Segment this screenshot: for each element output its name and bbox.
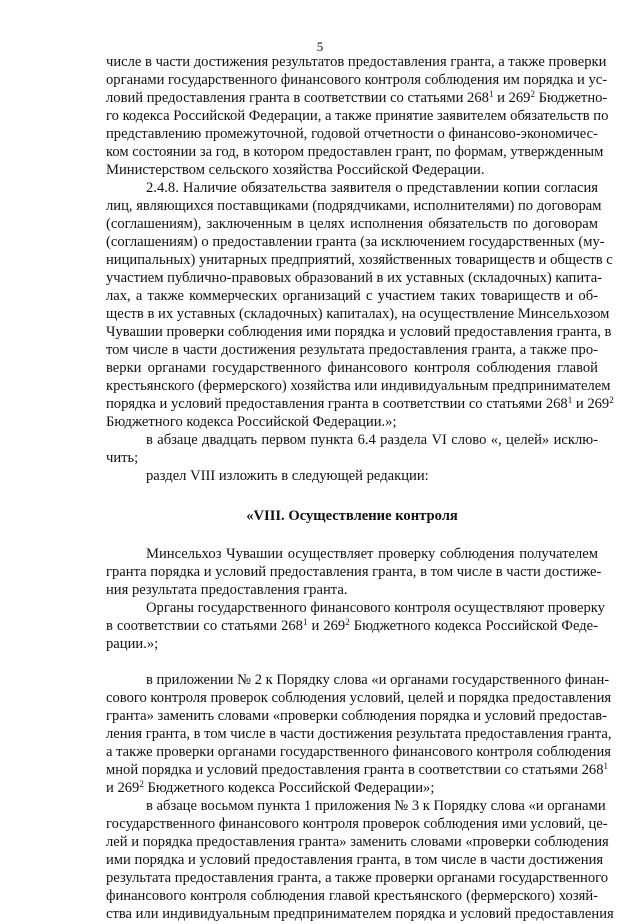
text-line: [106, 564, 602, 582]
text-run: в приложении № 2 к Порядку слова «и органами государственного финан-: [146, 672, 610, 688]
text-run: в абзаце двадцать первом пункта 6.4 раздела VI слово «, целей» исклю-: [146, 432, 598, 448]
text-line: [146, 798, 606, 816]
text-run: ими порядка и условий предоставления гранта, в том числе в части достижения: [106, 852, 604, 868]
text-run: мной порядка и условий предоставления гранта в соответствии со статьями 268: [106, 762, 604, 778]
text-run: гранта» заменить словами «проверки соблюдения порядка и условий предостав-: [106, 708, 607, 724]
text-run: Бюджетного кодекса Российской Федерации.»;: [106, 414, 397, 430]
text-line: [106, 144, 604, 162]
text-line: [146, 180, 598, 198]
text-line: [106, 395, 614, 414]
text-line: [146, 672, 610, 690]
text-line: [106, 834, 609, 852]
text-run: Чувашии проверки соблюдения ими порядка и условий предоставления гранта, в: [106, 324, 612, 340]
text-run: (соглашениям), заключенным в целях исполнения обязательств по договорам: [106, 216, 598, 232]
text-run: представлению промежуточной, годовой отчетности о финансово-экономичес-: [106, 126, 598, 142]
text-line: [106, 852, 604, 870]
text-run: а также проверки органами государственного финансового контроля соблюдения: [106, 744, 611, 760]
text-run: ния результата предоставления гранта.: [106, 582, 348, 598]
text-run: ществ в их уставных (складочных) капиталах), на осуществление Минсельхозом: [106, 306, 610, 322]
text-run: участием публично-правовых образований в их уставных (складочных) капита-: [106, 270, 603, 286]
text-run: ком состоянии за год, в котором предоставлен грант, по формам, утвержденным: [106, 144, 604, 160]
text-run: ниципальных) унитарных предприятий, хозяйственных товариществ и обществ с: [106, 252, 613, 268]
text-line: [106, 690, 612, 708]
text-run: рации.»;: [106, 636, 159, 652]
text-run: Бюджетного кодекса Российской Феде-: [349, 618, 598, 634]
section-heading: «VIII. Осуществление контроля: [246, 508, 458, 524]
text-run: раздел VIII изложить в следующей редакции:: [146, 468, 429, 484]
text-line: [146, 546, 598, 564]
superscript: 2: [345, 617, 350, 627]
text-run: Бюджетно-: [534, 90, 608, 106]
text-line: [106, 906, 614, 924]
text-run: Министерством сельского хозяйства Российской Федерации.: [106, 162, 485, 178]
text-run: гранта порядка и условий предоставления гранта, в том числе в части достиже-: [106, 564, 602, 580]
text-line: [106, 870, 609, 888]
text-line: [106, 162, 598, 180]
text-run: лей и порядка предоставления гранта» заменить словами «проверки соблюдения: [106, 834, 609, 850]
text-run: результата предоставления гранта, а также проверки органами государственного: [106, 870, 609, 886]
text-run: ловий предоставления гранта в соответствии со статьями 268: [106, 90, 489, 106]
superscript: 2: [609, 395, 614, 405]
text-line: [106, 234, 605, 252]
text-line: [106, 89, 608, 108]
text-run: Минсельхоз Чувашии осуществляет проверку соблюдения получателем: [146, 546, 598, 562]
superscript: 1: [302, 617, 308, 627]
text-run: чить;: [106, 450, 139, 466]
text-run: го кодекса Российской Федерации, а также принятие заявителем обязательств по: [106, 108, 609, 124]
text-run: и 269: [307, 618, 346, 634]
text-line: [106, 360, 598, 378]
superscript: 2: [139, 779, 144, 789]
text-run: верки органами государственного финансового контроля соблюдения главой: [106, 360, 598, 376]
text-line: [106, 582, 598, 600]
text-run: и 269: [493, 90, 531, 106]
superscript: 1: [488, 89, 494, 99]
text-line: [146, 468, 598, 486]
text-run: крестьянского (фермерского) хозяйства или индивидуальным предпринимателем: [106, 378, 611, 394]
text-run: числе в части достижения результатов предоставления гранта, а также проверки: [106, 54, 607, 70]
text-run: ления гранта, в том числе в части достижения результата предоставления гранта,: [106, 726, 612, 742]
text-line: [106, 450, 598, 468]
text-line: [106, 744, 611, 762]
text-run: в соответствии со статьями 268: [106, 618, 303, 634]
text-line: [106, 54, 607, 72]
superscript: 1: [567, 395, 573, 405]
text-line: [106, 636, 598, 654]
text-line: [106, 198, 602, 216]
text-run: финансового контроля соблюдения главой крестьянского (фермерского) хозяй-: [106, 888, 598, 904]
text-line: [106, 324, 612, 342]
text-run: органами государственного финансового контроля соблюдения им порядка и ус-: [106, 72, 608, 88]
text-run: 2.4.8. Наличие обязательства заявителя о представлении копии согласия: [146, 180, 598, 196]
text-line: [106, 342, 598, 360]
text-line: [106, 618, 598, 636]
text-run: Бюджетного кодекса Российской Федерации»;: [143, 780, 435, 796]
text-line: [106, 72, 608, 90]
text-run: и 269: [106, 780, 140, 796]
text-run: (соглашениям) о предоставлении гранта (за исключением государственных (му-: [106, 234, 605, 250]
page-number: 5: [316, 39, 324, 54]
text-run: сового контроля проверок соблюдения условий, целей и порядка предоставления: [106, 690, 612, 706]
text-line: [106, 780, 598, 798]
text-run: лах, а также коммерческих организаций с участием таких товариществ и об-: [106, 288, 598, 304]
text-line: [106, 306, 610, 324]
text-line: [106, 288, 598, 306]
text-line: [106, 708, 607, 726]
text-run: лиц, являющихся поставщиками (подрядчиками, исполнителями) по договорам: [106, 198, 602, 214]
text-line: [106, 726, 612, 744]
superscript: 1: [603, 761, 609, 771]
text-run: Органы государственного финансового контроля осуществляют проверку: [146, 600, 605, 616]
text-line: [146, 600, 605, 618]
text-run: и 269: [572, 396, 610, 412]
text-line: [106, 888, 598, 906]
text-run: государственного финансового контроля проверок соблюдения ими условий, це-: [106, 816, 608, 832]
text-line: [106, 126, 598, 144]
text-line: [106, 108, 609, 126]
text-line: [106, 414, 598, 432]
text-line: [106, 216, 598, 234]
superscript: 2: [530, 89, 535, 99]
text-line: [106, 761, 609, 780]
text-line: [146, 432, 598, 450]
text-line: [106, 252, 613, 270]
text-line: [106, 270, 603, 288]
text-run: том числе в части достижения результата предоставления гранта, а также про-: [106, 342, 598, 358]
text-run: ства или индивидуальным предпринимателем порядка и условий предоставления: [106, 906, 614, 922]
text-line: [106, 816, 608, 834]
text-run: порядка и условий предоставления гранта в соответствии со статьями 268: [106, 396, 568, 412]
text-line: [106, 378, 611, 396]
text-run: в абзаце восьмом пункта 1 приложения № 3 к Порядку слова «и органами: [146, 798, 606, 814]
